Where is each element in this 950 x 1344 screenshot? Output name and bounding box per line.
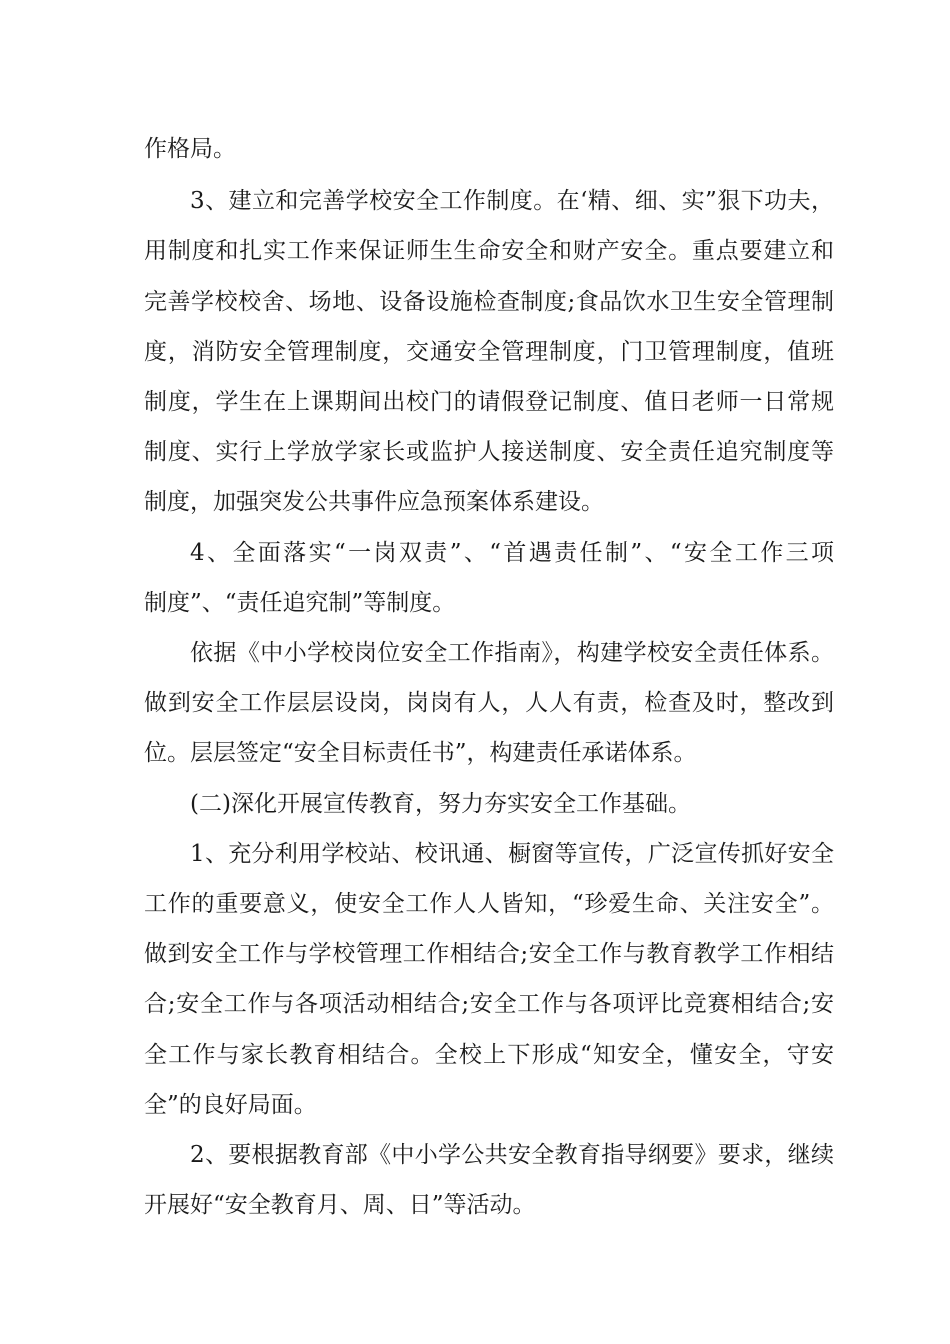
text-line: 3、建立和完善学校安全工作制度。在‘精、细、实”狠下功夫， bbox=[190, 188, 834, 214]
text-line: 制度，学生在上课期间出校门的请假登记制度、值日老师一日常规 bbox=[144, 389, 834, 415]
text-line: 全工作与家长教育相结合。全校上下形成“知安全，懂安全，守安 bbox=[144, 1042, 834, 1068]
text-line: 1、充分利用学校站、校讯通、橱窗等宣传，广泛宣传抓好安全 bbox=[190, 841, 834, 867]
text-line: 制度，加强突发公共事件应急预案体系建设。 bbox=[144, 489, 604, 515]
text-line: 用制度和扎实工作来保证师生生命安全和财产安全。重点要建立和 bbox=[144, 238, 834, 264]
text-line: 度，消防安全管理制度，交通安全管理制度，门卫管理制度，值班 bbox=[144, 339, 834, 365]
text-line: 合;安全工作与各项活动相结合;安全工作与各项评比竞赛相结合;安 bbox=[144, 991, 834, 1017]
text-line: 4、全面落实“一岗双责”、“首遇责任制”、“安全工作三项 bbox=[190, 540, 834, 566]
text-line: 工作的重要意义，使安全工作人人皆知，“珍爱生命、关注安全”。 bbox=[144, 891, 834, 917]
text-line: (二)深化开展宣传教育，努力夯实安全工作基础。 bbox=[190, 791, 691, 817]
text-line: 位。层层签定“安全目标责任书”，构建责任承诺体系。 bbox=[144, 740, 697, 766]
text-line: 做到安全工作与学校管理工作相结合;安全工作与教育教学工作相结 bbox=[144, 941, 834, 967]
text-line: 2、要根据教育部《中小学公共安全教育指导纲要》要求，继续 bbox=[190, 1142, 834, 1168]
text-line: 制度、实行上学放学家长或监护人接送制度、安全责任追究制度等 bbox=[144, 439, 834, 465]
text-line: 全”的良好局面。 bbox=[144, 1092, 317, 1118]
text-line: 依据《中小学校岗位安全工作指南》，构建学校安全责任体系。 bbox=[190, 640, 834, 666]
text-line: 完善学校校舍、场地、设备设施检查制度;食品饮水卫生安全管理制 bbox=[144, 289, 834, 315]
text-line: 开展好“安全教育月、周、日”等活动。 bbox=[144, 1192, 536, 1218]
text-line: 做到安全工作层层设岗，岗岗有人，人人有责，检查及时，整改到 bbox=[144, 690, 834, 716]
text-line: 制度”、“责任追究制”等制度。 bbox=[144, 590, 456, 616]
text-line: 作格局。 bbox=[144, 136, 236, 162]
